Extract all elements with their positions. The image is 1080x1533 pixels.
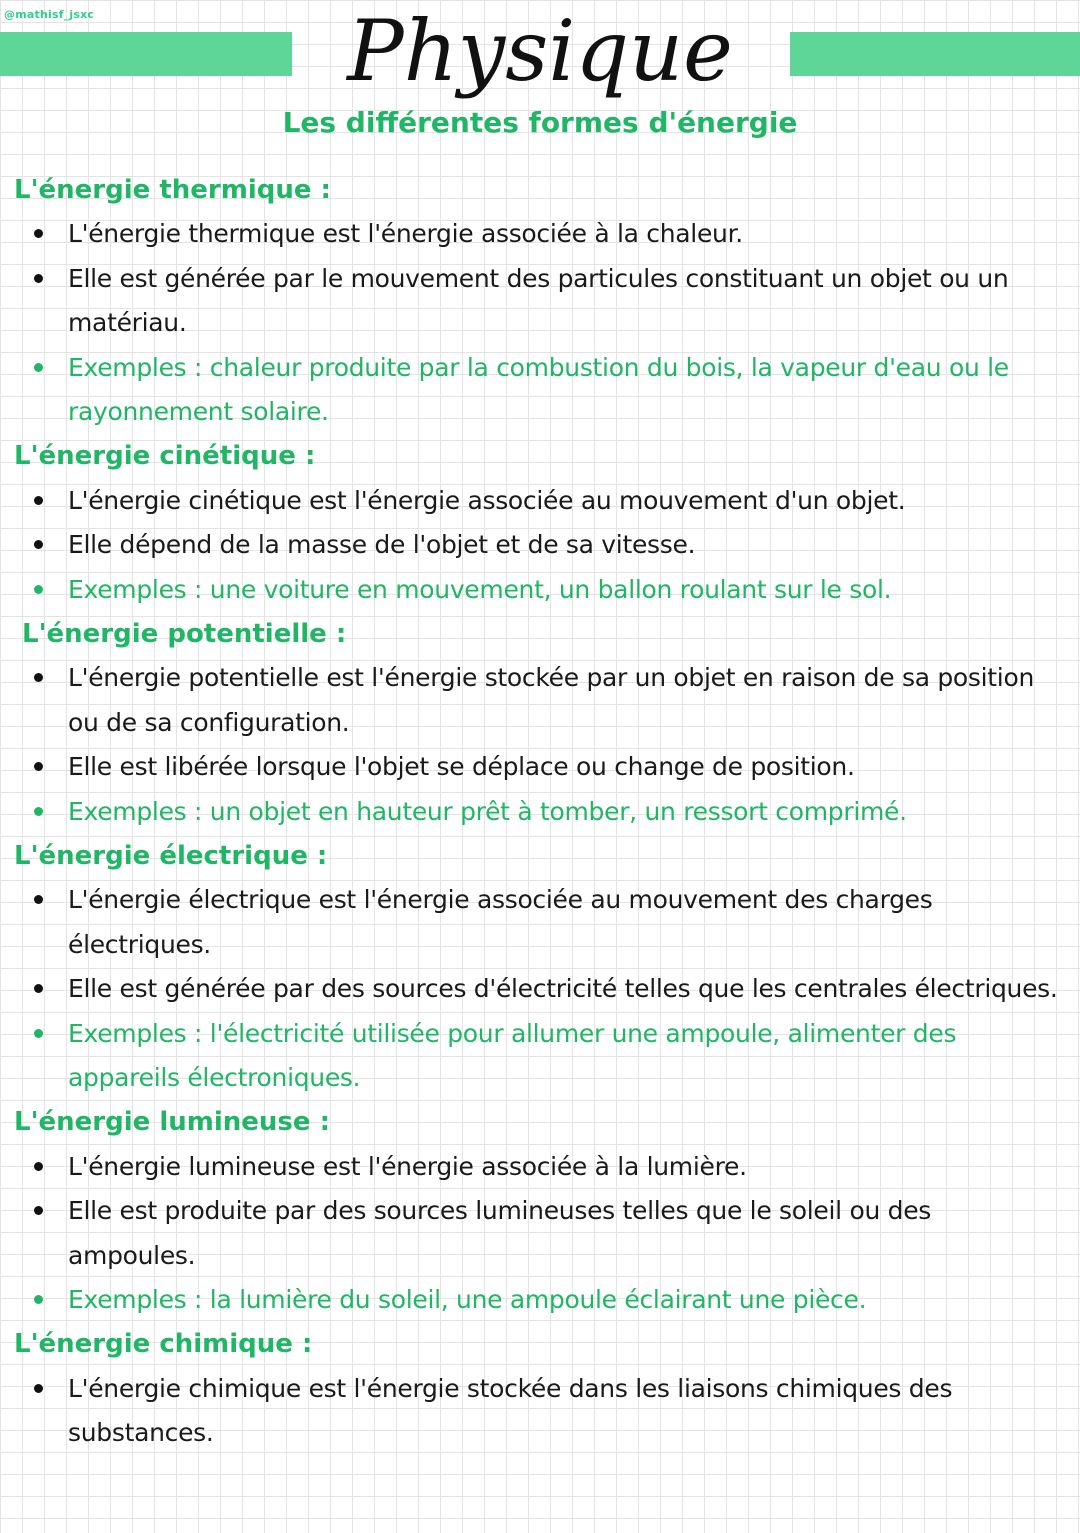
bullet-list [14,1145,1064,1323]
bullet-list [14,479,1064,612]
bullet-list [14,656,1064,834]
section-title: L'énergie électrique : [14,841,328,872]
notes-content [14,168,1064,1456]
example-item: Exemples : la lumière du soleil, une ampoule éclairant une pièce. [14,1278,1064,1322]
bullet-list [14,212,1064,434]
bullet-list [14,878,1064,1100]
bullet-list [14,1367,1064,1456]
bullet-item: Elle est libérée lorsque l'objet se déplace ou change de position. [14,745,1064,789]
example-item: Exemples : une voiture en mouvement, un ballon roulant sur le sol. [14,568,1064,612]
example-item: Exemples : un objet en hauteur prêt à tomber, un ressort comprimé. [14,790,1064,834]
page-title: Physique [347,2,733,100]
bullet-item: Elle dépend de la masse de l'objet et de sa vitesse. [14,523,1064,567]
bullet-item: L'énergie cinétique est l'énergie associée au mouvement d'un objet. [14,479,1064,523]
section-lumineuse [14,1100,1064,1322]
bullet-item: Elle est générée par le mouvement des particules constituant un objet ou un matériau. [14,257,1064,346]
section-title: L'énergie thermique : [14,175,331,205]
section-cinetique [14,434,1064,612]
bullet-item: L'énergie électrique est l'énergie associée au mouvement des charges électriques. [14,878,1064,967]
section-title: L'énergie cinétique : [14,441,316,472]
bullet-item: Elle est produite par des sources lumineuses telles que le soleil ou des ampoules. [14,1189,1064,1278]
section-title: L'énergie potentielle : [22,619,347,650]
bullet-item: L'énergie lumineuse est l'énergie associée à la lumière. [14,1145,1064,1189]
section-title: L'énergie chimique : [14,1329,313,1360]
section-chimique [14,1322,1064,1455]
author-watermark: @mathisf_jsxc [4,8,95,21]
bullet-item: L'énergie potentielle est l'énergie stockée par un objet en raison de sa position ou de sa configuration. [14,656,1064,745]
section-potentielle [14,612,1064,834]
section-thermique [14,168,1064,434]
section-electrique [14,834,1064,1100]
example-item: Exemples : chaleur produite par la combustion du bois, la vapeur d'eau ou le rayonnement solaire. [14,346,1064,435]
example-item: Exemples : l'électricité utilisée pour allumer une ampoule, alimenter des appareils électroniques. [14,1012,1064,1101]
page-subtitle: Les différentes formes d'énergie [282,106,798,139]
bullet-item: L'énergie chimique est l'énergie stockée dans les liaisons chimiques des substances. [14,1367,1064,1456]
section-title: L'énergie lumineuse : [14,1107,330,1138]
bullet-item: L'énergie thermique est l'énergie associée à la chaleur. [14,212,1064,256]
bullet-item: Elle est générée par des sources d'électricité telles que les centrales électriques. [14,967,1064,1011]
